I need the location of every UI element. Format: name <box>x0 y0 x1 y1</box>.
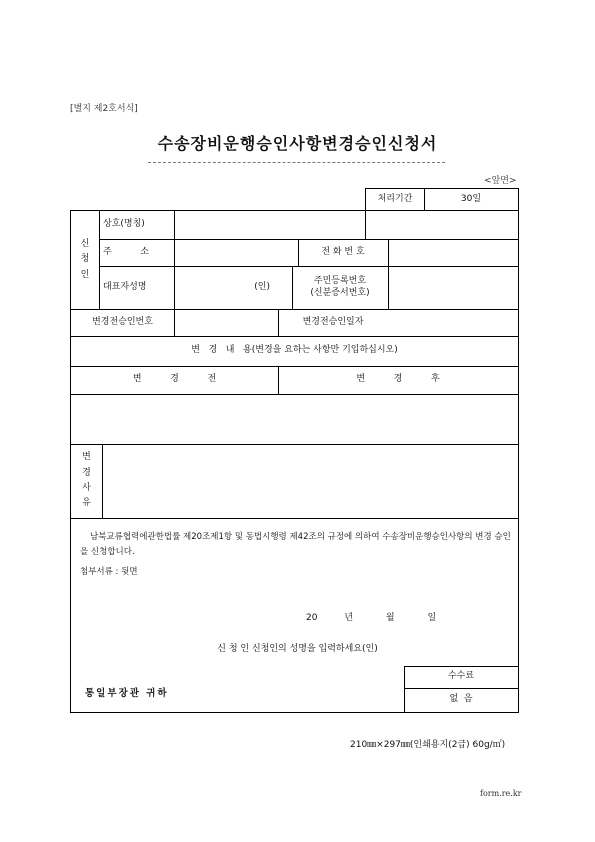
processing-period-value: 30일 <box>460 193 482 204</box>
application-date[interactable] <box>306 610 436 623</box>
date-month-unit: 월 <box>385 613 395 623</box>
registration-number-label: 주민등록번호 (신분증서번호) <box>310 275 370 298</box>
after-change-label: 변 경 후 <box>356 374 440 385</box>
processing-period-box <box>365 188 519 211</box>
form-number-label: [별지 제2호서식] <box>70 104 138 114</box>
phone-field[interactable] <box>388 239 518 266</box>
representative-name-field[interactable] <box>174 266 292 309</box>
previous-approval-number-field[interactable] <box>174 309 278 336</box>
applicant-signature-line[interactable]: 신 청 인 신청인의 성명을 입력하세요(인) <box>217 644 378 654</box>
representative-name-label: 대표자성명 <box>103 281 147 292</box>
page-side-label: <앞면> <box>484 176 517 186</box>
fee-label: 수수료 <box>447 671 475 682</box>
previous-approval-number-label: 변경전승인번호 <box>92 316 153 327</box>
change-content-field[interactable] <box>71 394 518 444</box>
title-underline <box>148 162 445 163</box>
previous-approval-date-label: 변경전승인일자 <box>302 316 364 327</box>
declaration-text: 남북교류협력에관한법률 제20조제1항 및 동법시행령 제42조의 규정에 의하여 수송장비운행승인사항의 변경 승인을 신청합니다. <box>80 532 511 557</box>
fee-value: 없 음 <box>449 694 473 705</box>
registration-number-field[interactable] <box>388 266 518 309</box>
previous-approval-date-field[interactable] <box>388 309 518 336</box>
change-reason-label: 변 경 사 유 <box>82 452 91 509</box>
paper-size-note: 210㎜×297㎜(인쇄용지(2급) 60g/㎡) <box>350 740 506 750</box>
attachments-note: 첨부서류 : 뒷면 <box>80 567 138 577</box>
processing-period-label: 처리기간 <box>377 193 413 204</box>
date-day-unit: 일 <box>427 613 437 623</box>
date-year: 20 <box>306 613 318 623</box>
trade-name-field[interactable] <box>174 211 365 239</box>
address-field[interactable] <box>174 239 298 266</box>
addressee: 통일부장관 귀하 <box>85 688 169 699</box>
phone-label: 전 화 번 호 <box>321 246 365 257</box>
seal-mark: (인) <box>254 281 270 292</box>
source-site-label: form.re.kr <box>480 789 522 798</box>
change-content-header: 변 경 내 용(변경을 요하는 사항만 기입하십시오) <box>191 345 398 356</box>
application-form-table <box>70 210 519 713</box>
address-label: 주 소 <box>103 246 149 257</box>
before-change-label: 변 경 전 <box>132 374 217 385</box>
applicant-section-label: 신 청 인 <box>80 239 90 280</box>
date-year-unit: 년 <box>344 613 354 623</box>
change-reason-field[interactable] <box>102 444 518 518</box>
trade-name-label: 상호(명칭) <box>103 219 145 230</box>
page-title: 수송장비운행승인사항변경승인신청서 <box>157 134 438 153</box>
